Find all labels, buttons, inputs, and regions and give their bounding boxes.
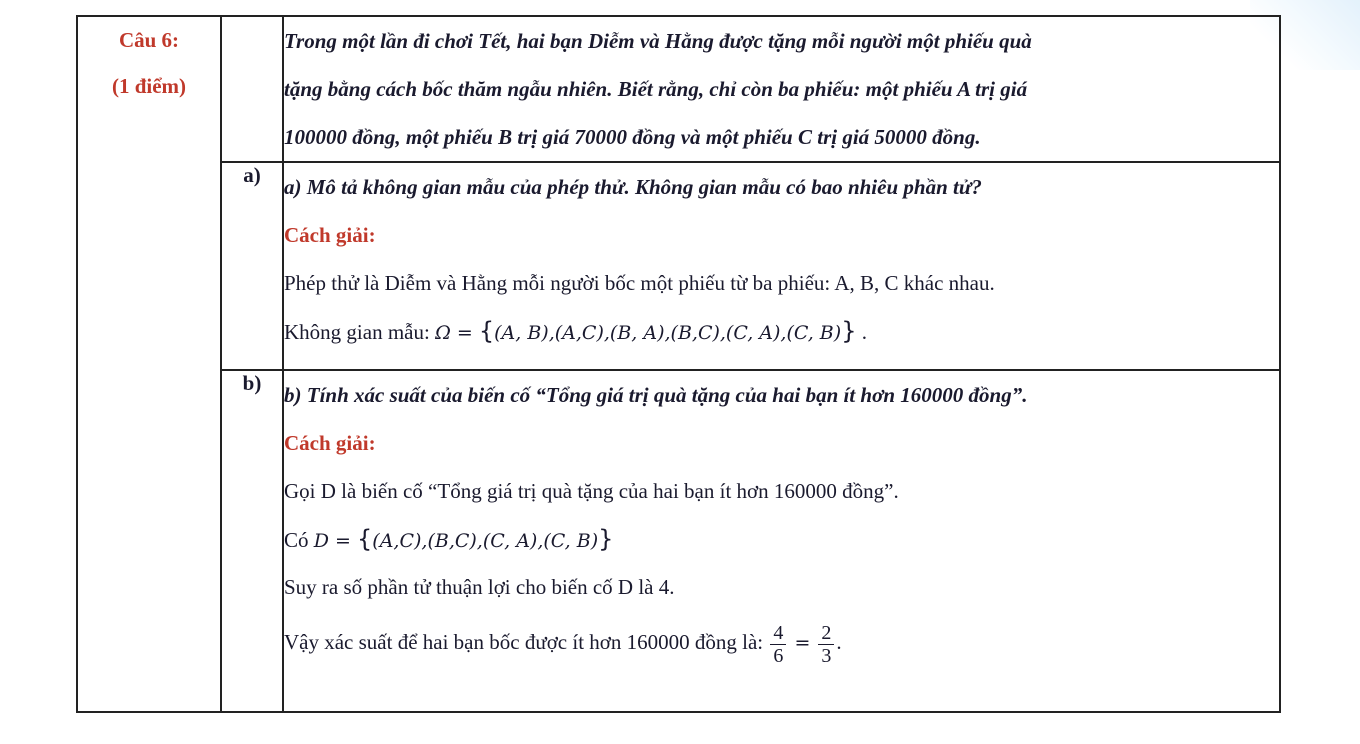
part-a-prompt: a) Mô tả không gian mẫu của phép thử. Không gian mẫu có bao nhiêu phần tử? <box>284 175 982 199</box>
question-label: Câu 6: <box>118 28 180 52</box>
fraction-4-6 <box>770 622 786 667</box>
empty-cell <box>221 16 283 162</box>
intro-line: Trong một lần đi chơi Tết, hai bạn Diễm và Hằng được tặng mỗi người một phiếu quà <box>284 29 1032 53</box>
part-b-solution-heading: Cách giải: <box>284 431 376 455</box>
part-b-line2: Có D = {(A,C),(B,C),(C, A),(C, B)} <box>284 525 614 553</box>
part-b-line4-suffix: . <box>836 630 842 654</box>
omega-symbol: Ω <box>435 322 451 344</box>
fraction-2-3 <box>818 622 834 667</box>
fraction-denominator: 6 <box>773 644 784 667</box>
d-symbol: D <box>313 530 329 552</box>
question-points: (1 điểm) <box>111 74 187 98</box>
part-b-prompt: b) Tính xác suất của biến cố “Tổng giá trị quà tặng của hai bạn ít hơn 160000 đồng”. <box>284 383 1028 407</box>
part-b-line3: Suy ra số phần tử thuận lợi cho biến cố D là 4. <box>284 575 675 599</box>
part-b-line4-prefix: Vậy xác suất để hai bạn bốc được ít hơn 160000 đồng là: <box>284 630 769 654</box>
intro-line: 100000 đồng, một phiếu B trị giá 70000 đồng và một phiếu C trị giá 50000 đồng. <box>284 125 981 149</box>
part-a-line2: Không gian mẫu: Ω = {(A, B),(A,C),(B, A),(B,C),(C, A),(C, B)} . <box>284 317 867 345</box>
part-a-label: a) <box>221 162 283 370</box>
omega-set: (A, B),(A,C),(B, A),(B,C),(C, A),(C, B) <box>494 322 842 344</box>
question-cell <box>77 16 221 712</box>
intro-line: tặng bằng cách bốc thăm ngẫu nhiên. Biết rằng, chỉ còn ba phiếu: một phiếu A trị giá <box>284 77 1028 101</box>
part-a-cell <box>283 162 1280 370</box>
fraction-numerator: 2 <box>818 622 834 645</box>
part-b-line4: Vậy xác suất để hai bạn bốc được ít hơn 160000 đồng là: $\frac{4}{6}$ = $\frac{2}{3}$ . <box>284 621 842 667</box>
part-a-line2-prefix: Không gian mẫu: <box>284 320 436 344</box>
part-a-solution-heading: Cách giải: <box>284 223 376 247</box>
part-b-line2-prefix: Có <box>284 528 314 552</box>
d-set: (A,C),(B,C),(C, A),(C, B) <box>372 530 599 552</box>
part-a-line1: Phép thử là Diễm và Hằng mỗi người bốc một phiếu từ ba phiếu: A, B, C khác nhau. <box>284 271 995 295</box>
intro-cell <box>283 16 1280 162</box>
solution-table <box>76 15 1281 713</box>
part-b-label: b) <box>221 370 283 712</box>
part-b-line1: Gọi D là biến cố “Tổng giá trị quà tặng của hai bạn ít hơn 160000 đồng”. <box>284 479 899 503</box>
part-a-line2-suffix: . <box>856 320 867 344</box>
part-b-cell <box>283 370 1280 712</box>
fraction-denominator: 3 <box>821 644 832 667</box>
fraction-numerator: 4 <box>770 622 786 645</box>
